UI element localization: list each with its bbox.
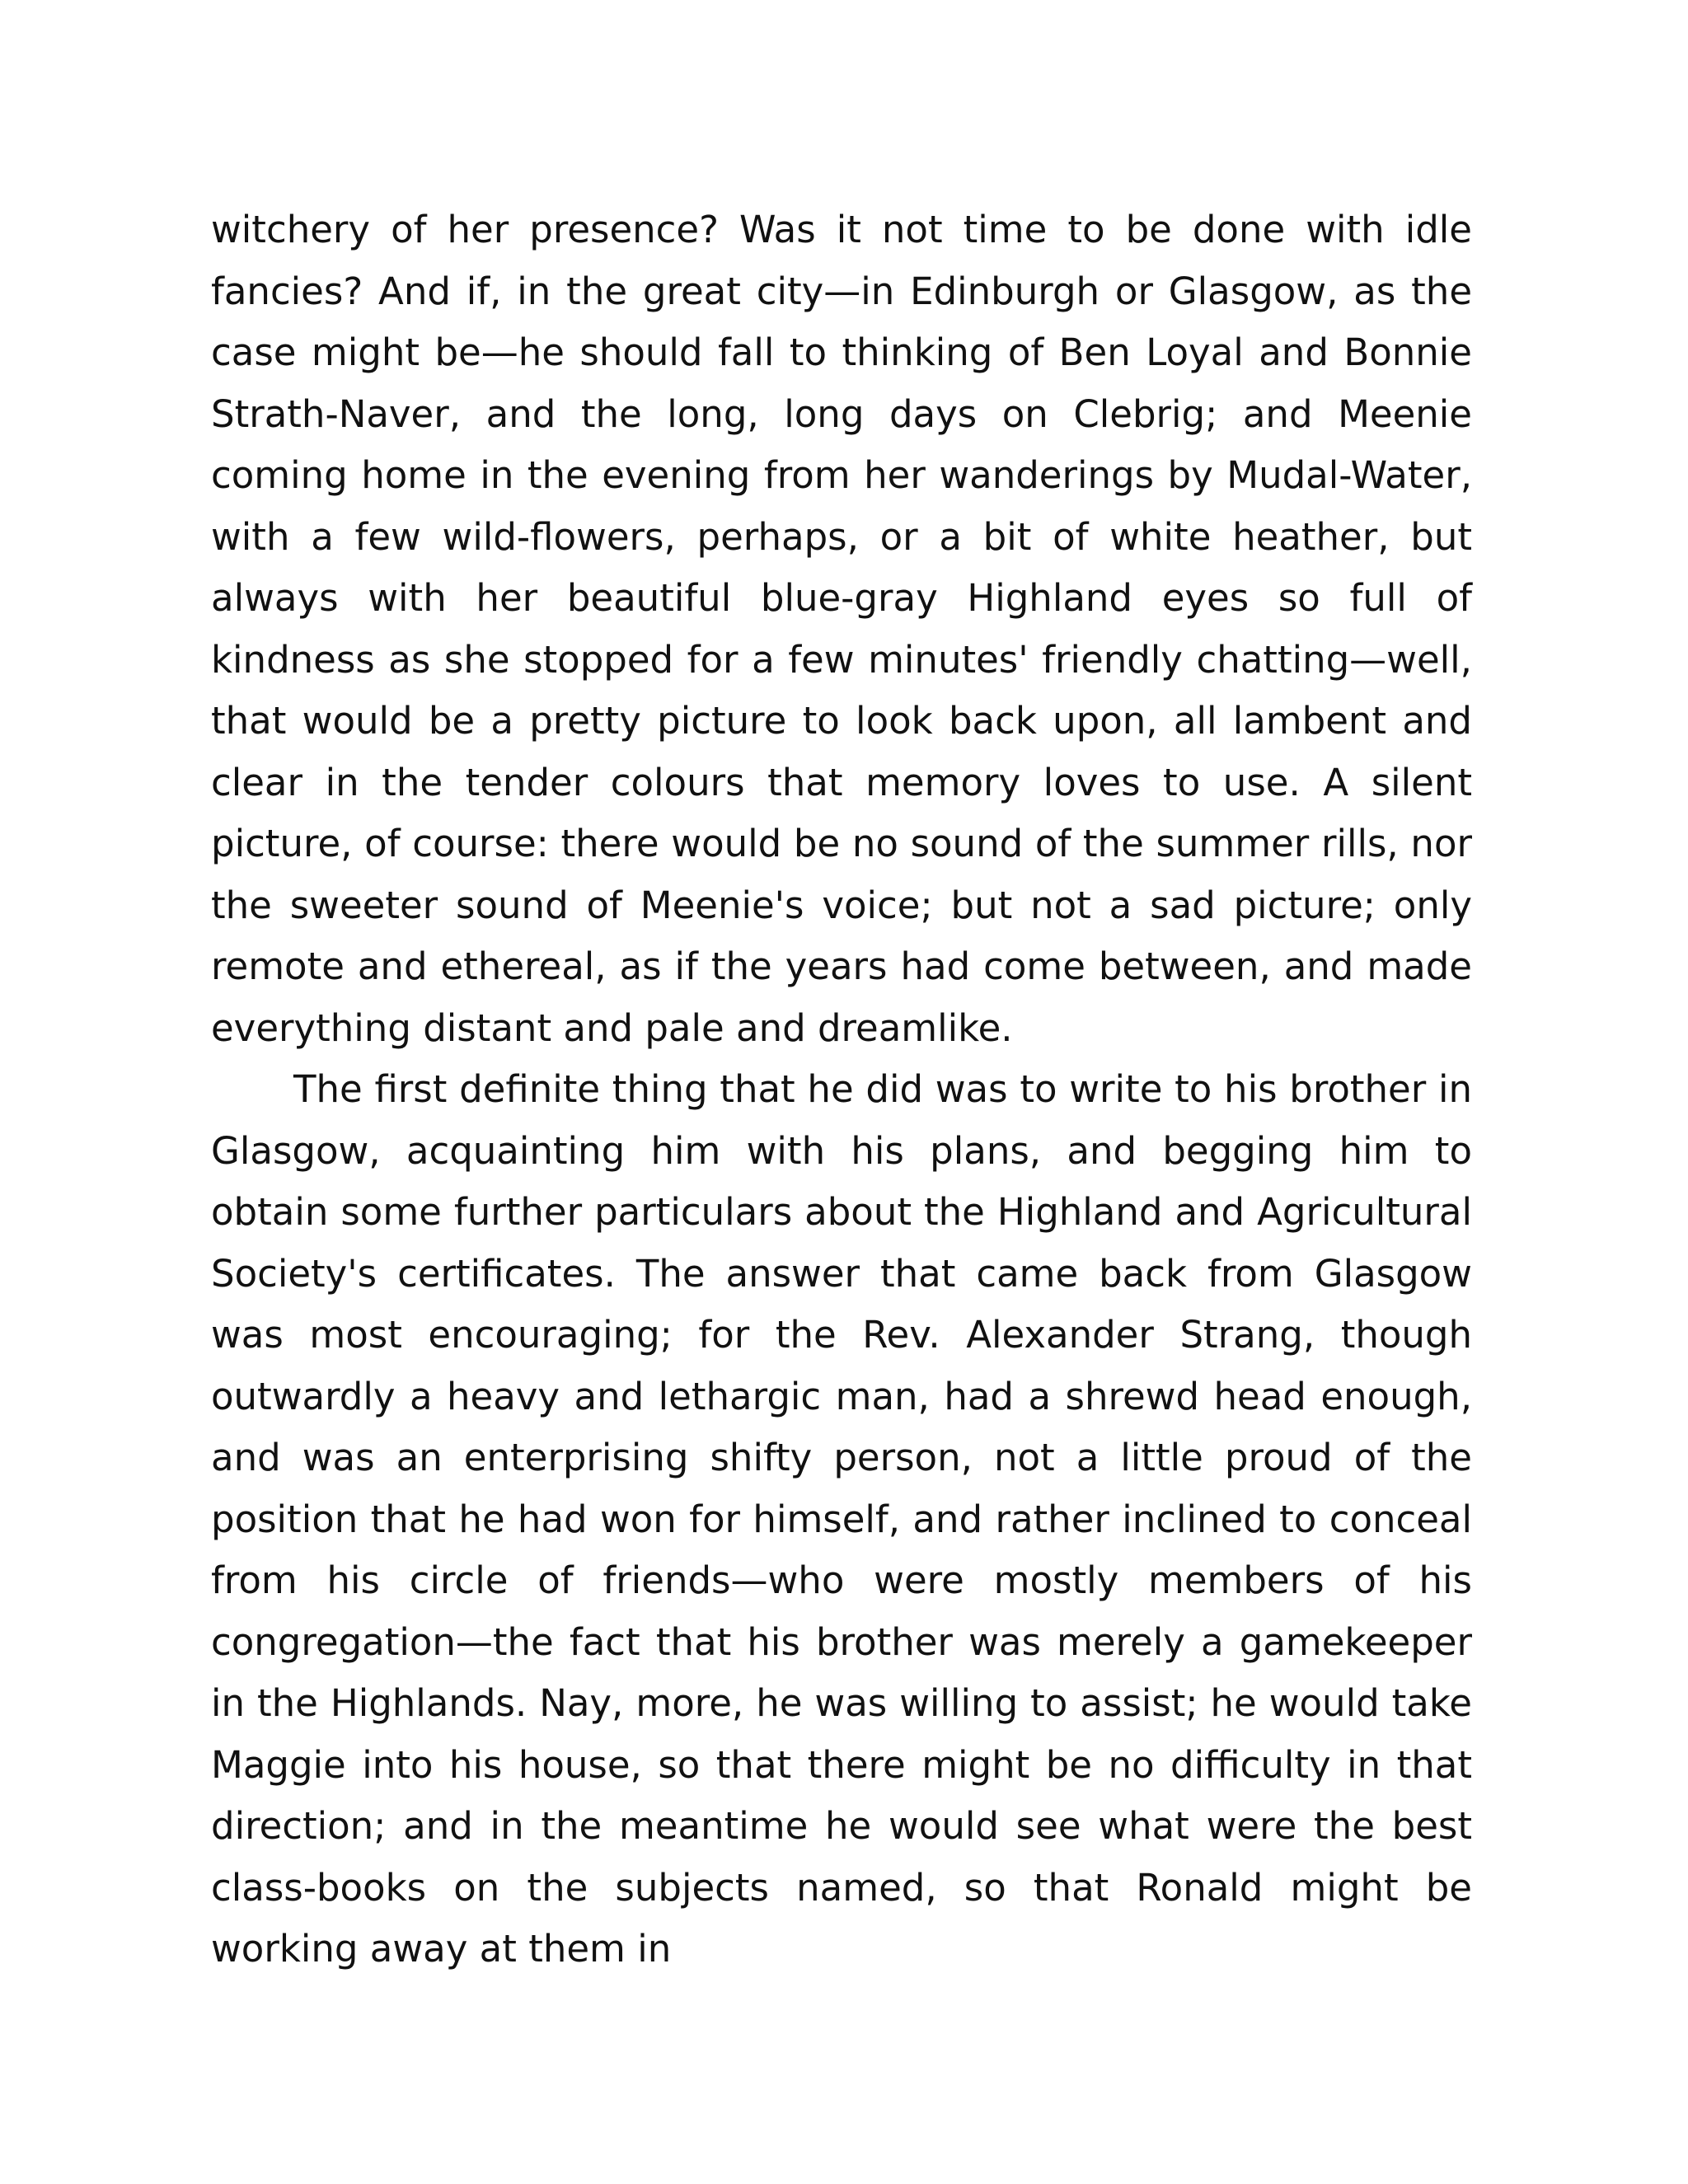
page-body-text [211, 199, 1472, 1980]
paragraph-first-definite-thing: The first definite thing that he did was to write to his brother in Glasgow, acquainting him with his plans, and begging him to obtain some further particulars about the Highland and Agricultural Society's certificates. The answer that came back from Glasgow was most encouraging; for the Rev. Alexander Strang, though outwardly a heavy and lethargic man, had a shrewd head enough, and was an enterprising shifty person, not a little proud of the position that he had won for himself, and rather inclined to conceal from his circle of friends—who were mostly members of his congregation—the fact that his brother was merely a gamekeeper in the Highlands. Nay, more, he was willing to assist; he would take Maggie into his house, so that there might be no difficulty in that direction; and in the meantime he would see what were the best class-books on the subjects named, so that Ronald might be working away at them in [211, 1067, 1472, 1971]
paragraph-continuation: witchery of her presence? Was it not time to be done with idle fancies? And if, in the great city—in Edinburgh or Glasgow, as the case might be—he should fall to thinking of Ben Loyal and Bonnie Strath-Naver, and the long, long days on Clebrig; and Meenie coming home in the evening from her wanderings by Mudal-Water, with a few wild-flowers, perhaps, or a bit of white heather, but always with her beautiful blue-gray Highland eyes so full of kindness as she stopped for a few minutes' friendly chatting—well, that would be a pretty picture to look back upon, all lambent and clear in the tender colours that memory loves to use. A silent picture, of course: there would be no sound of the summer rills, nor the sweeter sound of Meenie's voice; but not a sad picture; only remote and ethereal, as if the years had come between, and made everything distant and pale and dreamlike. [211, 208, 1472, 1050]
